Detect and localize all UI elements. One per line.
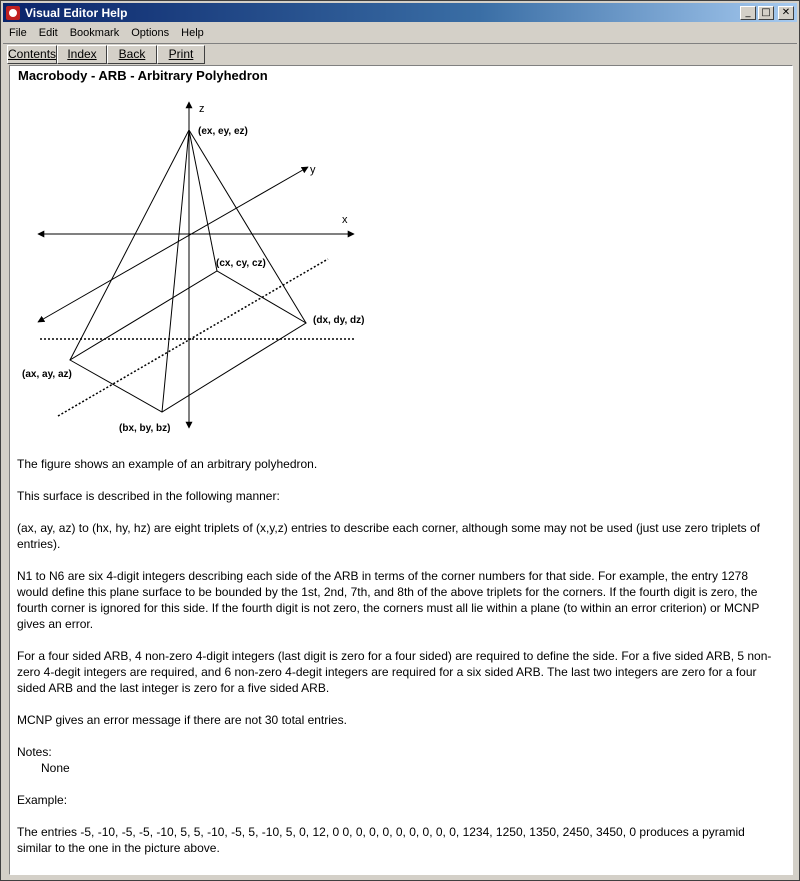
- paragraph-triplets: (ax, ay, az) to (hx, hy, hz) are eight triplets of (x,y,z) entries to describe each corner, although some may not be used (just use zero triplets of entries).: [17, 521, 761, 551]
- corner-a-label: (ax, ay, az): [22, 369, 72, 380]
- app-icon[interactable]: [6, 6, 20, 20]
- close-button[interactable]: ✕: [778, 6, 794, 20]
- contents-button[interactable]: Contents: [7, 45, 57, 64]
- minimize-button[interactable]: _: [740, 6, 756, 20]
- maximize-button[interactable]: □: [758, 6, 774, 20]
- index-button[interactable]: Index: [57, 45, 107, 64]
- z-axis-label: z: [199, 103, 205, 115]
- corner-c-label: (cx, cy, cz): [216, 258, 266, 269]
- print-button[interactable]: Print: [157, 45, 205, 64]
- x-axis-label: x: [342, 214, 348, 226]
- edge-b-e: [162, 130, 189, 412]
- paragraph-sides: N1 to N6 are six 4-digit integers describing each side of the ARB in terms of the corner numbers for that side. For example, the entry 1278 would define this plane surface to be bounded by the 1st, 2nd, 7th, and 8th of the above triplets for the corners. If the fourth digit is zero, the fourth corner is ignored for this side. If the fourth digit is not zero, the corners must all lie within a plane (to within an error criterion) or MCNP gives an error.: [17, 569, 760, 631]
- corner-d-label: (dx, dy, dz): [313, 315, 365, 326]
- menu-bookmark[interactable]: Bookmark: [69, 26, 120, 39]
- paragraph-side-counts: For a four sided ARB, 4 non-zero 4-digit integers (last digit is zero for a four sided) are required to define the side. For a five sided ARB, 5 non-zero 4-degit integers are required, and 6 non-zero 4-degit integers are required for a six sided ARB. The last two integers are zero for a four sided ARB and the last integer is zero for a five sided ARB.: [17, 649, 772, 695]
- paragraph-error: MCNP gives an error message if there are not 30 total entries.: [17, 713, 347, 727]
- edge-c-e: [189, 130, 217, 271]
- menu-bar: [3, 23, 797, 42]
- paragraph-example: The entries -5, -10, -5, -5, -10, 5, 5, -10, -5, 5, -10, 5, 0, 12, 0 0, 0, 0, 0, 0, 0, 0, 0, 0, 1234, 1250, 1350, 2450, 3450, 0 produces a pyramid similar to the one in the picture above.: [17, 825, 745, 855]
- corner-b-label: (bx, by, bz): [119, 423, 171, 434]
- page-title: Macrobody - ARB - Arbitrary Polyhedron: [18, 68, 268, 83]
- menu-file[interactable]: File: [9, 26, 27, 39]
- paragraph-intro: The figure shows an example of an arbitrary polyhedron.: [17, 457, 318, 471]
- edge-d-e: [189, 130, 306, 323]
- menu-options[interactable]: Options: [131, 26, 170, 39]
- example-label: Example:: [17, 793, 68, 807]
- help-content[interactable]: [9, 65, 793, 875]
- notes-value: None: [41, 761, 70, 775]
- arb-polyhedron-diagram: [18, 96, 378, 441]
- corner-e-label: (ex, ey, ez): [198, 126, 248, 137]
- back-button[interactable]: Back: [107, 45, 157, 64]
- y-axis-label: y: [310, 164, 316, 176]
- notes-label: Notes:: [17, 745, 52, 759]
- menu-help[interactable]: Help: [181, 26, 204, 39]
- paragraph-description: This surface is described in the following manner:: [17, 489, 280, 503]
- title-bar[interactable]: [3, 3, 797, 22]
- window-title: Visual Editor Help: [25, 5, 128, 20]
- toolbar: [3, 43, 797, 65]
- menu-edit[interactable]: Edit: [38, 26, 58, 39]
